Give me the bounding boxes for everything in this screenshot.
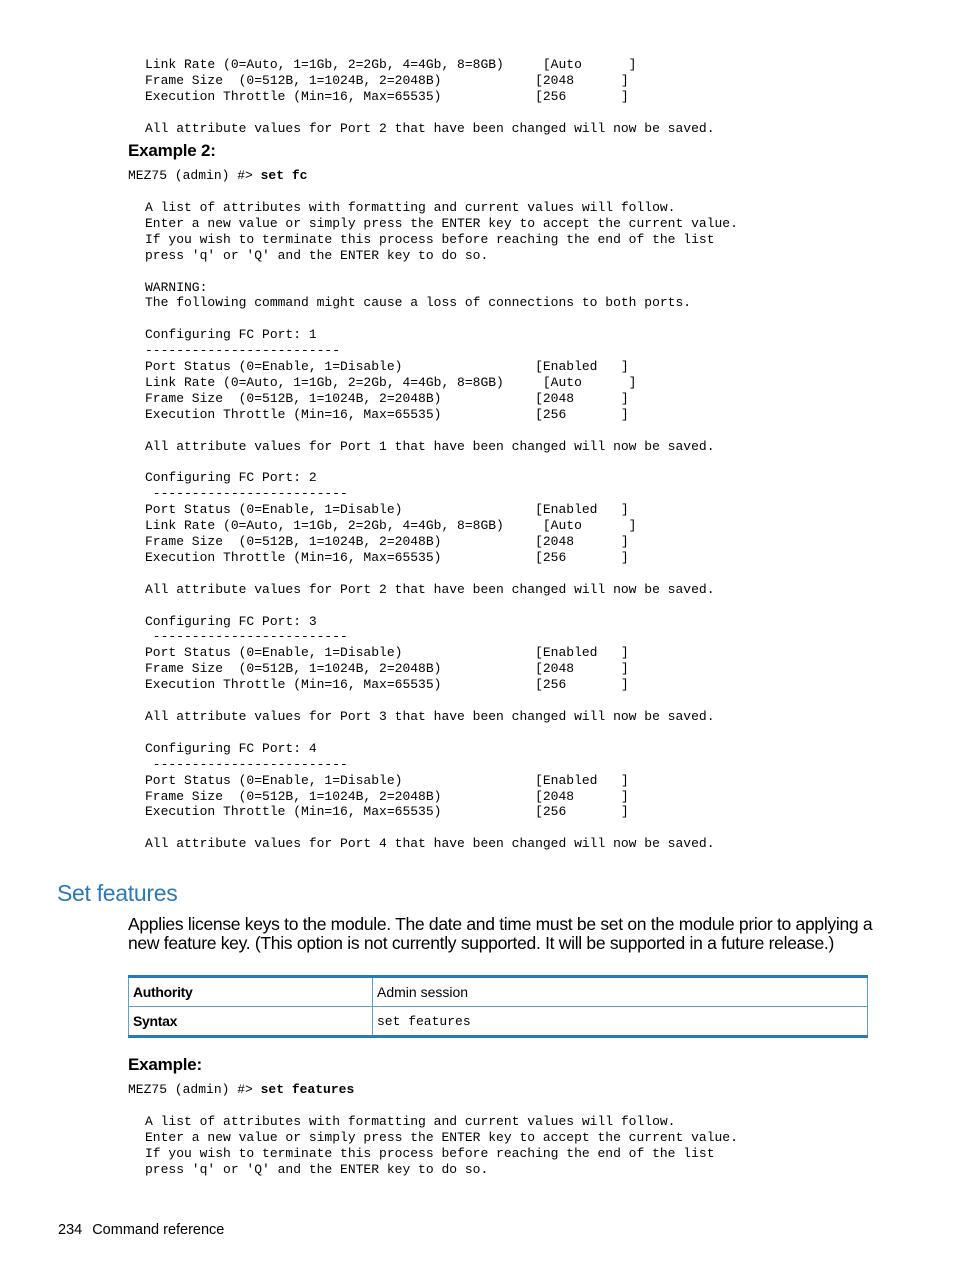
example-command: set features [260,1082,355,1097]
example2-command: set fc [260,168,308,183]
footer-section-name: Command reference [92,1222,225,1238]
page-number: 234 [58,1222,83,1238]
reference-table [128,975,868,1038]
example-console-output: A list of attributes with formatting and current values will follow. Enter a new value or simply press the ENTER key to accept the current value. If you wish to terminate this process before reaching the end of the list press 'q' or 'Q' and the ENTER key to do so. [145,1114,738,1177]
authority-value: Admin session [373,977,868,1007]
example-prompt: MEZ75 (admin) #> [128,1082,261,1097]
authority-label: Authority [129,977,373,1007]
example2-console-output: A list of attributes with formatting and current values will follow. Enter a new value or simply press the ENTER key to accept the current value. If you wish to terminate this process before reaching the end of the list press 'q' or 'Q' and the ENTER key to do so. WARNING: The following command might cause a loss of connections to both ports. Configuring FC Port: 1 ------------------------- Port Status (0=Enable, 1=Disable) [Enabled ] Link Rate (0=Auto, 1=1Gb, 2=2Gb, 4=4Gb, 8=8GB) [Auto ] Frame Size (0=512B, 1=1024B, 2=2048B) [2048 ] Execution Throttle (Min=16, Max=65535) [256 ] All attribute values for Port 1 that have been changed will now be saved. Configuring FC Port: 2 ------------------------- Port Status (0=Enable, 1=Disable) [Enabled ] Link Rate (0=Auto, 1=1Gb, 2=2Gb, 4=4Gb, 8=8GB) [Auto ] Frame Size (0=512B, 1=1024B, 2=2048B) [2048 ] Execution Throttle (Min=16, Max=65535) [256 ] All attribute values for Port 2 that have been changed will now be saved. Configuring FC Port: 3 ------------------------- Port Status (0=Enable, 1=Disable) [Enabled ] Frame Size (0=512B, 1=1024B, 2=2048B) [2048 ] Execution Throttle (Min=16, Max=65535) [256 ] All attribute values for Port 3 that have been changed will now be saved. Configuring FC Port: 4 ------------------------- Port Status (0=Enable, 1=Disable) [Enabled ] Frame Size (0=512B, 1=1024B, 2=2048B) [2048 ] Execution Throttle (Min=16, Max=65535) [256 ] All attribute values for Port 4 that have been changed will now be saved. [145,200,738,852]
page-footer [58,1222,224,1238]
syntax-label: Syntax [129,1007,373,1037]
example2-heading: Example 2: [128,141,216,160]
section-description: Applies license keys to the module. The date and time must be set on the module prior to applying a new feature key. (This option is not currently supported. It will be supported in a future release.) [128,914,873,953]
example2-prompt: MEZ75 (admin) #> [128,168,261,183]
syntax-value: set features [373,1007,868,1037]
table-row [129,1007,868,1037]
table-row [129,977,868,1007]
section-title: Set features [57,880,178,906]
example-heading: Example: [128,1055,202,1074]
example2-command-line [128,168,307,183]
example-command-line [128,1082,354,1097]
top-console-output: Link Rate (0=Auto, 1=1Gb, 2=2Gb, 4=4Gb, 8=8GB) [Auto ] Frame Size (0=512B, 1=1024B, 2=2048B) [2048 ] Execution Throttle (Min=16, Max=65535) [256 ] All attribute values for Port 2 that have been changed will now be saved. [145,57,715,136]
